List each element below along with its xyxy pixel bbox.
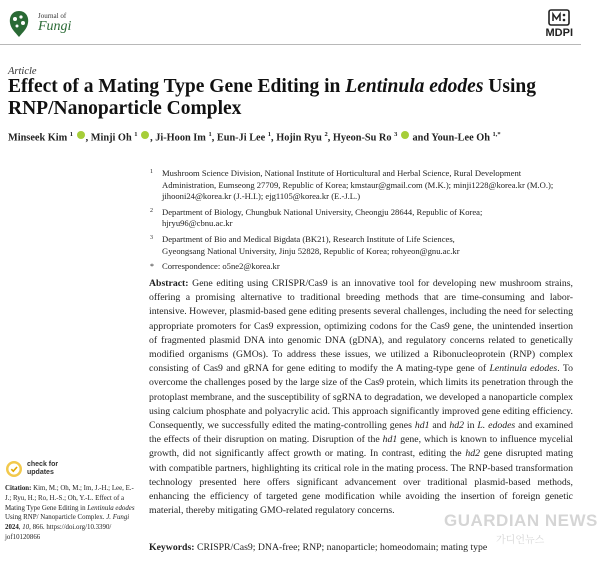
affiliation-line: Administration, Eumseong 27709, Republic of Korea; kmstaur@gmail.com (M.K.); minji1228@korea.kr (M.O.);	[162, 179, 554, 190]
abstract-segment: hd2	[449, 420, 464, 432]
abstract-lead: Abstract:	[149, 278, 189, 289]
journal-logo[interactable]	[6, 8, 106, 40]
journal-logo-icon	[6, 9, 32, 39]
affiliation-number: 1	[150, 169, 153, 175]
author-separator: ,	[150, 132, 156, 144]
author-name[interactable]: Minji Oh	[90, 132, 132, 144]
article-type: Article	[8, 66, 37, 77]
author-affiliation-sup: 1	[134, 131, 138, 138]
abstract	[149, 277, 573, 518]
publisher-logo[interactable]	[546, 9, 574, 39]
watermark-sub: 가디언뉴스	[496, 535, 545, 546]
author-affiliation-sup: 2	[324, 131, 328, 138]
abstract-segment: . To overcome the challenges posed by the large size of the Cas9 protein, which limits its penetration through the protoplast membrane, and the susceptibility of sgRNA to degradation, we developed a nanoparticle complex using calcium phosphate and polyacrylic acid. This approach significantly improved gene editing efficiency. Consequently, we successfully edited the mating-controlling genes	[149, 363, 573, 432]
affiliation-item	[150, 261, 570, 273]
citation-text1: Kim, M.; Oh, M.; Im, J.-H.; Lee, E.-J.; Ryu, H.; Ro, H.-S.; Oh, Y.-L. Effect of a Mating Type Gene Editing in	[5, 485, 134, 512]
updates-line1: check for	[27, 461, 59, 468]
author-name[interactable]: Hojin Ryu	[276, 132, 322, 144]
affiliation-item	[150, 168, 570, 203]
watermark-main: GUARDIAN NEWS	[444, 511, 598, 530]
publisher-name: MDPI	[545, 27, 573, 39]
abstract-segment: in	[463, 420, 478, 432]
author-affiliation-sup: 1	[267, 131, 272, 138]
check-for-updates-button[interactable]	[5, 460, 58, 478]
author-name[interactable]: Youn-Lee Oh	[431, 132, 490, 144]
abstract-segment: gene, which is known to influence mycelial growth, did not significantly affect growth or mating. In contrast, editing the	[149, 434, 573, 460]
author-separator: ,	[85, 132, 91, 144]
author-affiliation-sup: 3	[394, 131, 398, 138]
affiliation-line: jihooni24@korea.kr (J.-H.I.); ejg1105@korea.kr (E.-J.L.)	[162, 191, 361, 202]
author-name[interactable]: Minseek Kim	[8, 132, 68, 144]
article-title	[8, 76, 578, 120]
abstract-segment: Gene editing using CRISPR/Cas9 is an innovative tool for developing new mushroom strains, offering a promising alternative to traditional breeding methods that are time-consuming and labor-intensive. However, plasmid-based gene editing presents several challenges, including the need for selecting appropriate promoters for Cas9 expression, optimizing codons for the Cas9 gene, the unintended insertion of fragmented plasmid DNA into genomic DNA (gDNA), and regulatory concerns related to genetically modified organisms (GMOs). To address these issues, we utilized a Ribonucleoprotein (RNP) complex consisting of Cas9 and gRNA for gene editing to modify the A mating-type gene of	[149, 278, 573, 375]
citation-text4: , 866. https://doi.org/10.3390/ jof10120866	[5, 524, 112, 541]
header-rule	[0, 44, 581, 45]
orcid-icon[interactable]	[401, 131, 409, 139]
journal-name: Fungi	[38, 19, 72, 35]
author-affiliation-sup: 1	[208, 131, 212, 138]
mdpi-logo-icon	[548, 9, 570, 26]
watermark	[444, 503, 598, 551]
citation-lead: Citation:	[5, 485, 32, 492]
title-part1: Effect of a Mating Type Gene Editing in	[8, 76, 346, 97]
abstract-segment: hd1	[382, 434, 398, 446]
citation-species: Lentinula edodes	[87, 504, 135, 512]
affiliation-line: Department of Bio and Medical Bigdata (BK21), Research Institute of Life Sciences,	[162, 233, 455, 244]
affiliation-line: hjryu96@cbnu.ac.kr	[162, 218, 233, 229]
journal-prefix: Journal of	[38, 11, 67, 20]
abstract-segment: L. edodes	[477, 420, 516, 432]
orcid-icon[interactable]	[141, 131, 149, 139]
author-affiliation-sup: 1	[69, 131, 74, 138]
affiliation-line: Gyeongsang National University, Jinju 52828, Republic of Korea; rohyeon@gnu.ac.kr	[162, 245, 460, 256]
author-separator: and	[409, 132, 432, 144]
citation-volume: 10	[22, 524, 30, 532]
citation-year: 2024	[5, 524, 19, 532]
title-part2: Using RNP/Nanoparticle Complex	[8, 76, 536, 119]
citation-text3: ,	[18, 524, 23, 532]
affiliation-number: *	[150, 262, 154, 272]
abstract-segment: hd1	[414, 420, 430, 432]
affiliation-number: 3	[150, 234, 153, 241]
affiliation-item	[150, 234, 570, 257]
affiliation-line: Correspondence: o5ne2@korea.kr	[162, 261, 280, 272]
author-separator: ,	[327, 132, 333, 144]
check-for-updates-icon	[5, 460, 23, 478]
keywords-lead: Keywords:	[149, 542, 195, 553]
affiliations	[150, 168, 570, 277]
author-name[interactable]: Hyeon-Su Ro	[332, 132, 392, 144]
abstract-segment: and examined the effects of their disruption on mating. Disruption of the	[149, 420, 574, 446]
abstract-segment: and	[429, 420, 450, 432]
orcid-icon[interactable]	[77, 131, 85, 139]
affiliation-line: Mushroom Science Division, National Institute of Horticultural and Herbal Science, Rural Development	[162, 168, 522, 178]
author-list	[8, 131, 580, 143]
affiliation-number: 2	[150, 207, 153, 214]
abstract-segment: gene disrupted mating with compatible partners, highlighting its critical role in the mating process. The RNP-based transformation technology presented here offers significant advancement over traditional plasmid-based methods, enhancing the efficiency of targeted gene modification while avoiding the insertion of foreign genetic material, thereby mitigating GMO-related regulatory concerns.	[149, 448, 573, 517]
author-separator: ,	[271, 132, 277, 144]
title-species: Lentinula edodes	[345, 76, 484, 97]
abstract-segment: hd2	[465, 448, 480, 460]
citation-text2: Using RNP/ Nanoparticle Complex.	[5, 514, 107, 522]
author-separator: ,	[211, 132, 217, 144]
affiliation-line: Department of Biology, Chungbuk National University, Cheongju 28644, Republic of Korea;	[162, 206, 483, 217]
author-name[interactable]: Eun-Ji Lee	[216, 132, 266, 144]
abstract-segment: Lentinula edodes	[489, 363, 558, 375]
keywords-text: CRISPR/Cas9; DNA-free; RNP; nanoparticle; homeodomain; mating type	[194, 542, 488, 553]
citation	[5, 484, 135, 543]
citation-journal: J. Fungi	[106, 514, 130, 522]
updates-line2: updates	[27, 469, 54, 476]
affiliation-item	[150, 207, 570, 230]
author-affiliation-sup: 1,*	[492, 131, 501, 138]
author-name[interactable]: Ji-Hoon Im	[155, 132, 206, 144]
